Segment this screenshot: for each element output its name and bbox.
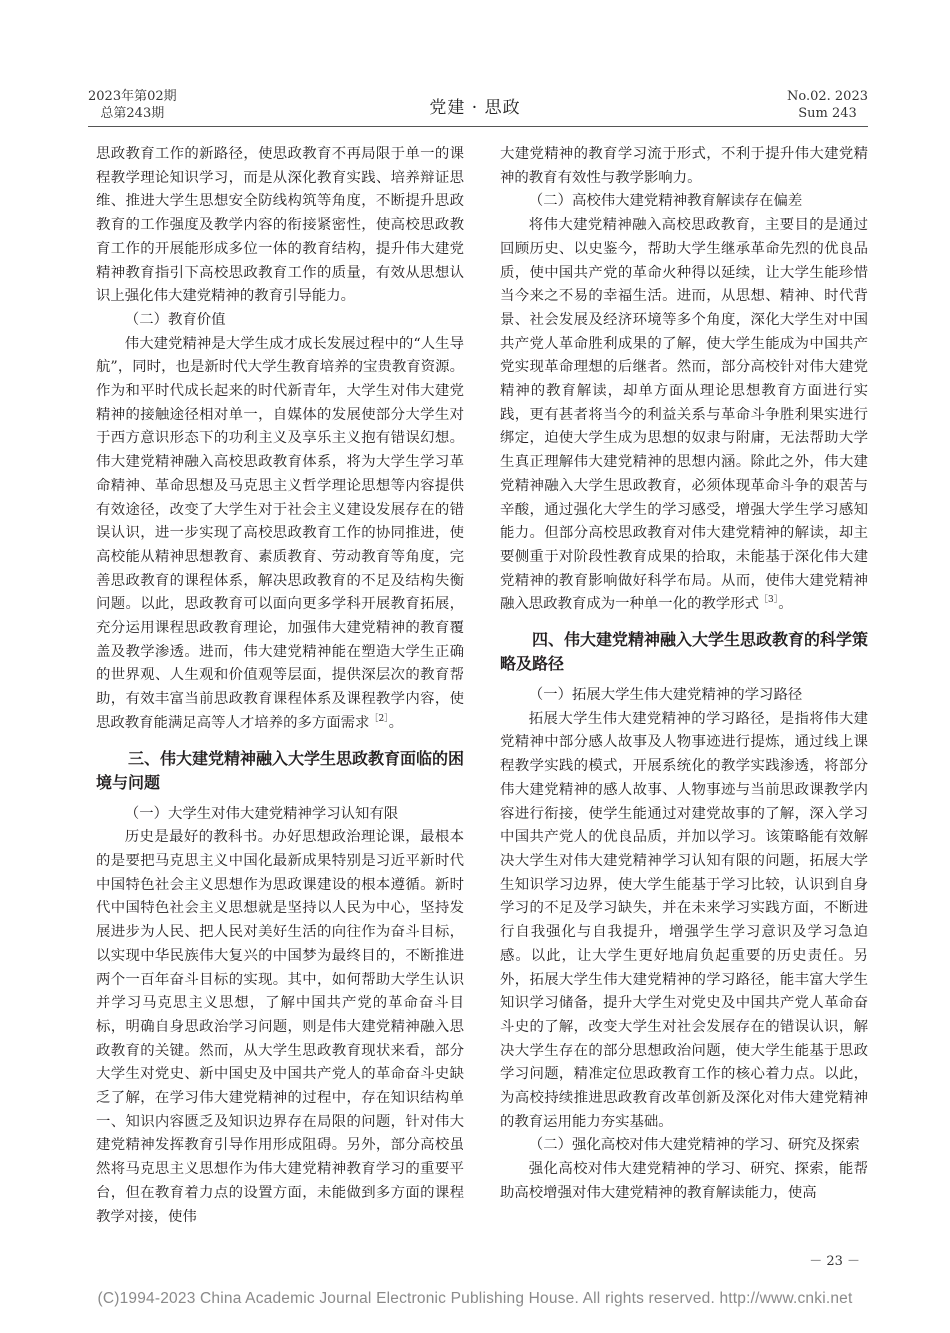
header-sum-en-line: Sum 243 xyxy=(798,106,857,121)
paragraph: 思政教育工作的新路径，使思政教育不再局限于单一的课程教学理论知识学习，而是从深化教育实践、培养辩证思维、推进大学生思想安全防线构筑等角度，不断提升思政教育的工作强度及教学内容的衔接紧密性，使高校思政教育工作的开展能形成多位一体的教育结构，提升伟大建党精神教育指引下高校思政教育工作的质量，有效从思想认识上强化伟大建党精神的教育引导能力。 xyxy=(96,146,464,305)
header-sum-line: 总第243期 xyxy=(100,106,165,121)
paragraph: 强化高校对伟大建党精神的学习、研究、探索，能帮助高校增强对伟大建党精神的教育解读能力，使高 xyxy=(500,1161,868,1201)
paragraph-text: 伟大建党精神是大学生成才成长发展过程中的“人生导航”，同时，也是新时代大学生教育培养的宝贵教育资源。作为和平时代成长起来的时代新青年，大学生对伟大建党精神的接触途径相对单一，自媒体的发展使部分大学生对于西方意识形态下的功利主义及享乐主义抱有错误幻想。伟大建党精神融入高校思政教育体系，将为大学生学习革命精神、革命思想及马克思主义哲学理论思想等内容提供有效途径，改变了大学生对于社会主义建设发展存在的错误认识，进一步实现了高校思政教育工作的协同推进，使高校能从精神思想教育、素质教育、劳动教育等角度，完善思政教育的课程体系，解决思政教育的不足及结构失衡问题。以此，思政教育可以面向更多学科开展教育拓展，充分运用课程思政教育理论，加强伟大建党精神的教育覆盖及教学渗透。进而，伟大建党精神能在塑造大学生正确的世界观、人生观和价值观等层面，提供深层次的教育帮助，有效丰富当前思政教育课程体系及课程教学内容，使思政教育能满足高等人才培养的多方面需求 xyxy=(96,335,464,731)
paragraph-text: 将伟大建党精神融入高校思政教育，主要目的是通过回顾历史、以史鉴今，帮助大学生继承革命先烈的优良品质，使中国共产党的革命火种得以延续，让大学生能珍惜当今来之不易的幸福生活。进而，从思想、精神、时代背景、社会发展及经济环境等多个角度，深化大学生对中国共产党人革命胜利成果的了解，使大学生能成为中国共产党实现革命理想的后继者。然而，部分高校针对伟大建党精神的教育解读，却单方面从理论思想教育方面进行实践，更有甚者将当今的利益关系与革命斗争胜利果实进行绑定，迫使大学生成为思想的奴隶与附庸，无法帮助大学生真正理解伟大建党精神的思想内涵。除此之外，伟大建党精神融入大学生思政教育，必须体现革命斗争的艰苦与辛酸，通过强化大学生的学习感受，增强大学生学习感知能力。但部分高校思政教育对伟大建党精神的解读，却主要侧重于对阶段性教育成果的拾取，未能基于深化伟大建党精神的教育影响做好科学布局。从而，使伟大建党精神融入思政教育成为一种单一化的教学形式 xyxy=(500,217,868,613)
header-issue-en xyxy=(787,88,868,122)
paragraph-end: 。 xyxy=(388,714,404,731)
paragraph: 大建党精神的教育学习流于形式，不利于提升伟大建党精神的教育有效性与教学影响力。 xyxy=(500,146,868,186)
paragraph xyxy=(500,214,868,617)
left-column xyxy=(96,143,464,1229)
citation: ［2］ xyxy=(369,714,389,725)
header-rule xyxy=(88,126,868,127)
paragraph xyxy=(96,333,464,736)
subsection-heading: （二）强化高校对伟大建党精神的学习、研究及探索 xyxy=(528,1137,860,1154)
header-issue-line: 2023年第02期 xyxy=(88,89,177,104)
header-issue-en-line: No.02. 2023 xyxy=(787,89,868,104)
citation: ［3］ xyxy=(759,595,779,606)
right-column xyxy=(500,143,868,1206)
paragraph: 拓展大学生伟大建党精神的学习路径，是指将伟大建党精神中部分感人故事及人物事迹进行提炼，通过线上课程教学实践的模式，开展系统化的教学实践渗透，将部分伟大建党精神的感人故事、人物事迹与当前思政课教学内容进行衔接，使学生能通过对建党故事的了解，深入学习中国共产党人的优良品质，并加以学习。该策略能有效解决大学生对伟大建党精神学习认知有限的问题，拓展大学生知识学习边界，使大学生能基于学习比较，认识到自身学习的不足及学习缺失，并在未来学习实践方面，不断进行自我强化与自我提升，增强学生学习意识及学习急迫感。以此，让大学生更好地肩负起重要的历史责任。另外，拓展大学生伟大建党精神的学习路径，能丰富大学生知识学习储备，提升大学生对党史及中国共产党人革命奋斗史的了解，改变大学生对社会发展存在的错误认识，解决大学生存在的部分思想政治问题，使大学生能基于思政学习问题，精准定位思政教育工作的核心着力点。以此，为高校持续推进思政教育改革创新及深化对伟大建党精神的教育运用能力夯实基础。 xyxy=(500,710,868,1130)
section-heading: 四、伟大建党精神融入大学生思政教育的科学策略及路径 xyxy=(500,630,869,674)
subsection-heading: （二）高校伟大建党精神教育解读存在偏差 xyxy=(528,193,803,210)
header-column-title: 党建 · 思政 xyxy=(429,98,521,118)
subsection-heading: （一）拓展大学生伟大建党精神的学习路径 xyxy=(528,687,803,704)
copyright-footer: (C)1994-2023 China Academic Journal Electronic Publishing House. All rights reserved. http://www.cnki.net xyxy=(97,1290,853,1307)
page-number: － 23 － xyxy=(809,1254,860,1269)
section-heading: 三、伟大建党精神融入大学生思政教育面临的困境与问题 xyxy=(96,748,465,792)
subsection-heading: （一）大学生对伟大建党精神学习认知有限 xyxy=(124,805,399,822)
paragraph-end: 。 xyxy=(778,596,793,613)
paragraph: 历史是最好的教科书。办好思想政治理论课，最根本的是要把马克思主义中国化最新成果特别是习近平新时代中国特色社会主义思想作为思政课建设的根本遵循。新时代中国特色社会主义思想就是坚持以人民为中心，坚持发展进步为人民、把人民对美好生活的向往作为奋斗目标，以实现中华民族伟大复兴的中国梦为最终目的，不断推进两个一百年奋斗目标的实现。其中，如何帮助大学生认识并学习马克思主义思想，了解中国共产党的革命奋斗目标，明确自身思政治学习问题，则是伟大建党精神融入思政教育的关键。然而，从大学生思政教育现状来看，部分大学生对党史、新中国史及中国共产党人的革命奋斗史缺乏了解，在学习伟大建党精神的过程中，存在知识结构单一、知识内容匮乏及知识边界存在局限的问题，针对伟大建党精神发挥教育引导作用形成阻碍。另外，部分高校虽然将马克思主义思想作为伟大建党精神教育学习的重要平台，但在教育着力点的设置方面，未能做到多方面的课程教学对接，使伟 xyxy=(96,829,464,1225)
subsection-heading: （二）教育价值 xyxy=(124,311,226,328)
